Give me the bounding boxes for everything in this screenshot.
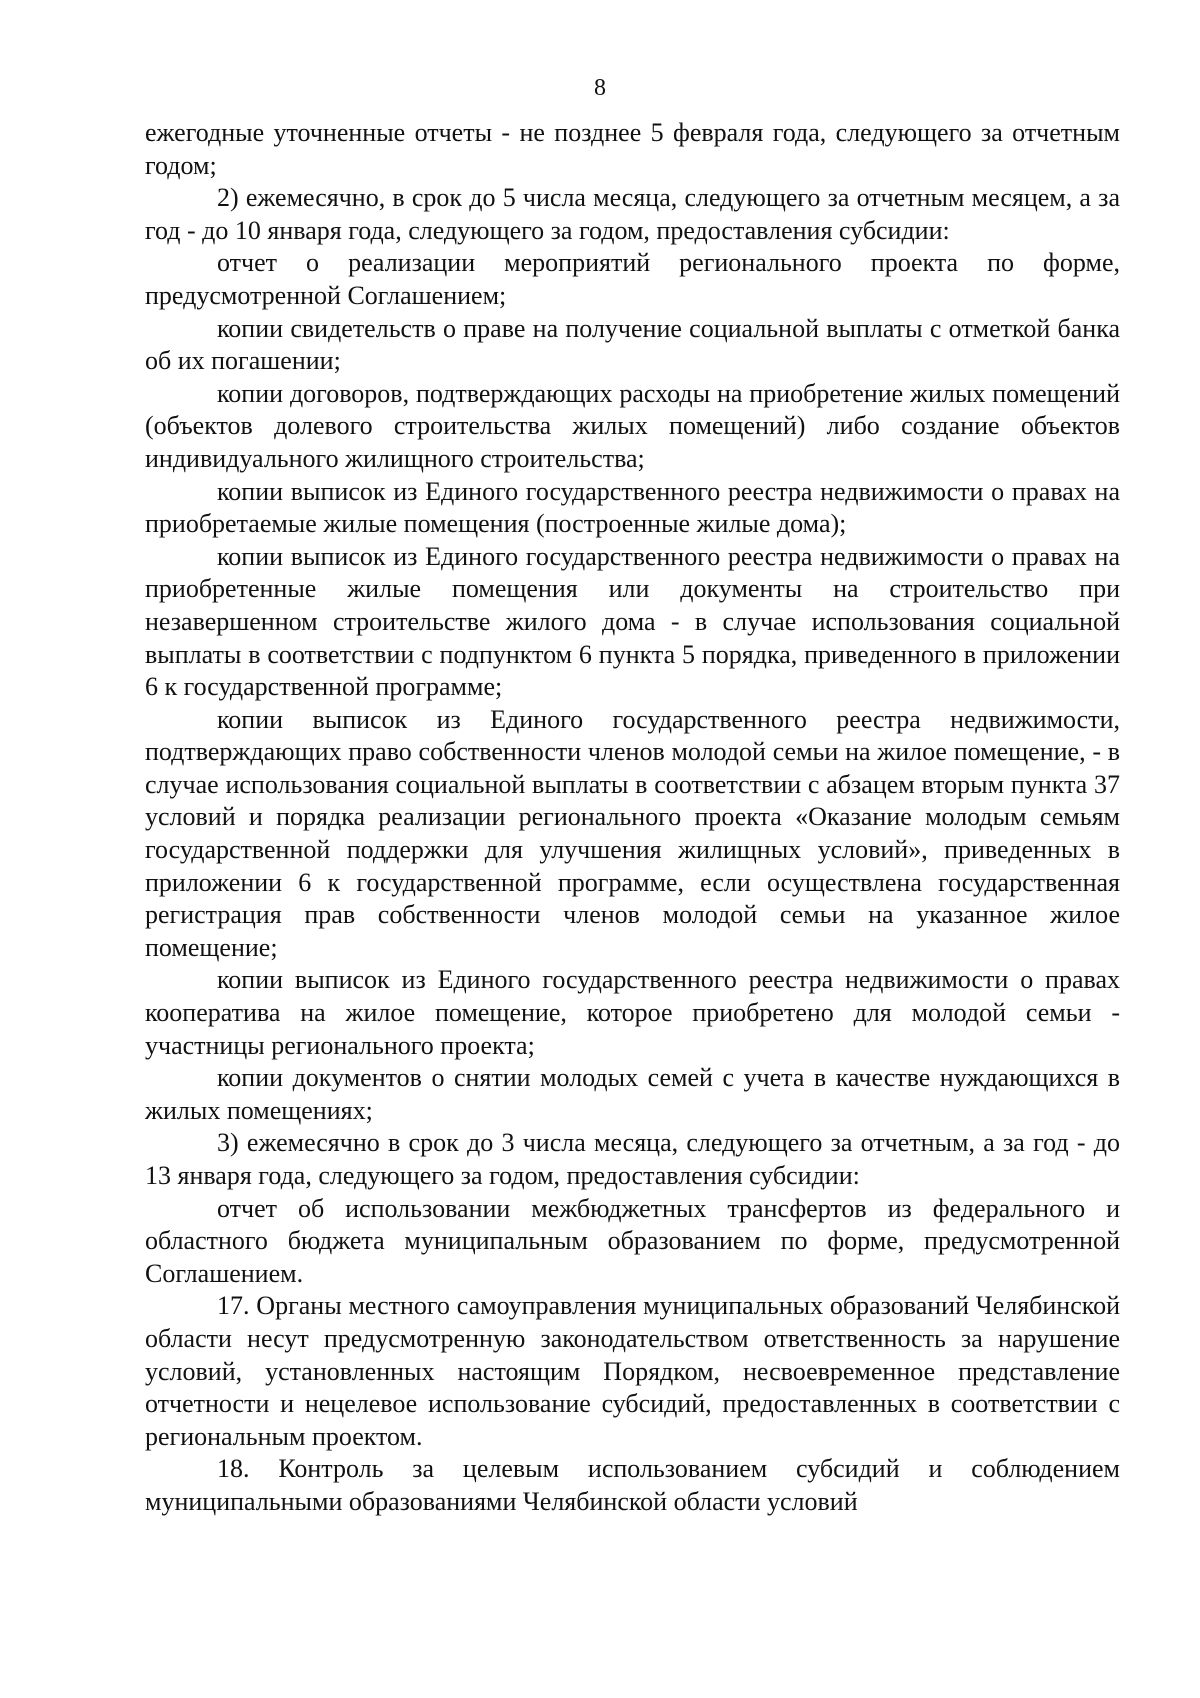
paragraph-item-2: 2) ежемесячно, в срок до 5 числа месяца, следующего за отчетным месяцем, а за год - до 10 января года, следующего за годом, предоставления субсидии: — [145, 183, 1120, 245]
paragraph-registry-cooperative: копии выписок из Единого государственного реестра недвижимости о правах кооператива на жилое помещение, которое приобретено для молодой семьи - участницы регионального проекта; — [145, 965, 1120, 1060]
paragraph-registry-ownership: копии выписок из Единого государственного реестра недвижимости, подтверждающих право собственности членов молодой семьи на жилое помещение, - в случае использования социальной выплаты в соответствии с абзацем вторым пункта 37 условий и порядка реализации регионального проекта «Оказание молодым семьям государственной поддержки для улучшения жилищных условий», приведенных в приложении 6 к государственной программе, если осуществлена государственная регистрация прав собственности членов молодой семьи на указанное жилое помещение; — [145, 704, 1120, 962]
paragraph-annual-reports: ежегодные уточненные отчеты - не позднее 5 февраля года, следующего за отчетным годом; — [145, 118, 1120, 180]
paragraph-registry-construction: копии выписок из Единого государственного реестра недвижимости о правах на приобретенные жилые помещения или документы на строительство при незавершенном строительстве жилого дома - в случае использования социальной выплаты в соответствии с подпунктом 6 пункта 5 порядка, приведенного в приложении 6 к государственной программе; — [145, 541, 1120, 702]
paragraph-contracts: копии договоров, подтверждающих расходы на приобретение жилых помещений (объектов долевого строительства жилых помещений) либо создание объектов индивидуального жилищного строительства; — [145, 378, 1120, 473]
paragraph-section-17: 17. Органы местного самоуправления муниципальных образований Челябинской области несут предусмотренную законодательством ответственность за нарушение условий, установленных настоящим Порядком, несвоевременное представление отчетности и нецелевое использование субсидий, предоставленных в соответствии с региональным проектом. — [145, 1291, 1120, 1451]
paragraph-transfers-report: отчет об использовании межбюджетных трансфертов из федерального и областного бюджета муниципальным образованием по форме, предусмотренной Соглашением. — [145, 1193, 1120, 1288]
page-number: 8 — [594, 75, 606, 101]
paragraph-item-3: 3) ежемесячно в срок до 3 числа месяца, следующего за отчетным, а за год - до 13 января года, следующего за годом, предоставления субсидии: — [145, 1128, 1120, 1190]
paragraph-registry-acquired: копии выписок из Единого государственного реестра недвижимости о правах на приобретаемые жилые помещения (построенные жилые дома); — [145, 476, 1120, 539]
document-body — [145, 117, 1120, 1519]
paragraph-section-18: 18. Контроль за целевым использованием субсидий и соблюдением муниципальными образованиями Челябинской области условий — [145, 1454, 1120, 1516]
paragraph-deregistration: копии документов о снятии молодых семей с учета в качестве нуждающихся в жилых помещениях; — [145, 1063, 1120, 1125]
paragraph-report-form: отчет о реализации мероприятий регионального проекта по форме, предусмотренной Соглашением; — [145, 248, 1120, 310]
paragraph-certificates: копии свидетельств о праве на получение социальной выплаты с отметкой банка об их погашении; — [145, 313, 1120, 376]
